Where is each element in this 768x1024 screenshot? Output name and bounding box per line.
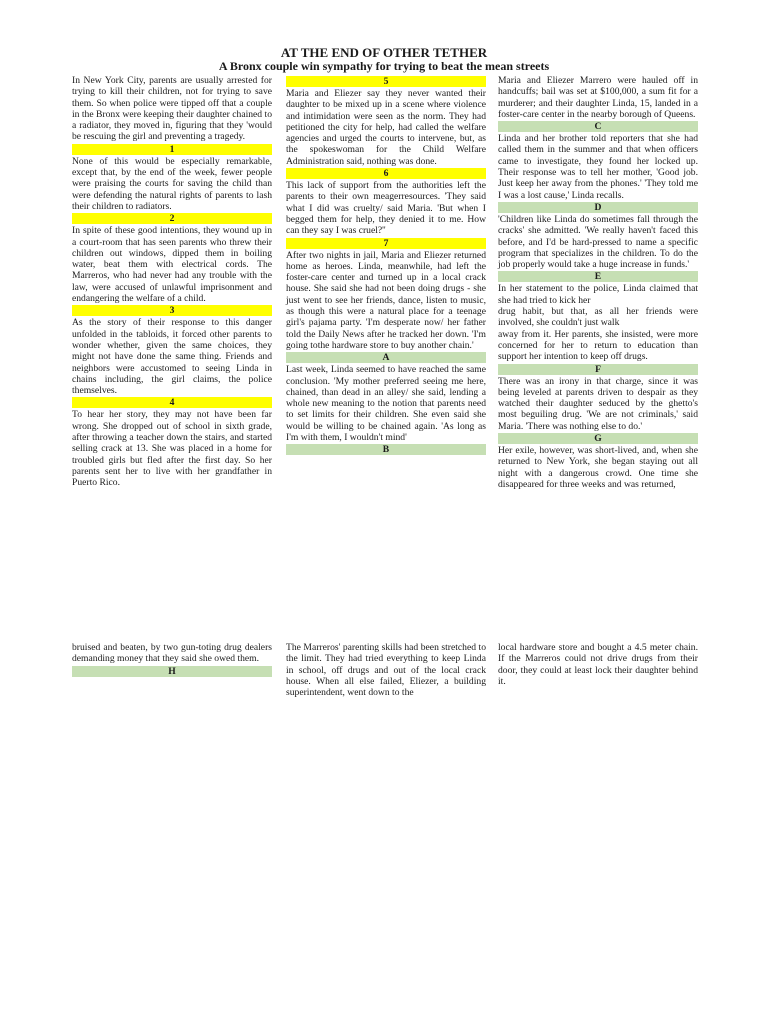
paragraph: Maria and Eliezer say they never wanted their daughter to be mixed up in a scene where violence and intimidation were seen as the norm. They had petitioned the city for help, had called the welfare agencies and urged the courts to intervene, but, as the spokeswoman for the Child Welfare Administration said, nothing was done. bbox=[286, 88, 486, 167]
gap-label-5: 5 bbox=[286, 76, 486, 87]
option-label-a: A bbox=[286, 352, 486, 363]
paragraph: Last week, Linda seemed to have reached the same conclusion. 'My mother preferred seeing me here, chained, than dead in an alley/ she said, lending a whole new meaning to the notion that parents need to set limits for their children. She even said she would be willing to be chained again. 'As long as I'm with them, I wouldn't mind' bbox=[286, 364, 486, 444]
paragraph: There was an irony in that charge, since it was being leveled at parents driven to despair as they watched their daughter seduced by the ghetto's most beguiling drug. 'We are not criminals,' said Maria. 'There was nothing else to do.' bbox=[498, 375, 698, 432]
gap-label-4: 4 bbox=[72, 397, 272, 408]
paragraph: Maria and Eliezer Marrero were hauled off in handcuffs; bail was set at $100,000, a sum fit for a murderer; and their daughter Linda, 15, landed in a foster-care center in the nearby borough of Queens. bbox=[498, 75, 698, 120]
paragraph: In her statement to the police, Linda claimed that she had tried to kick her bbox=[498, 283, 698, 306]
option-label-b: B bbox=[286, 444, 486, 455]
paragraph: bruised and beaten, by two gun-toting drug dealers demanding money that they said she owed them. bbox=[72, 642, 272, 665]
column-1-top bbox=[72, 75, 272, 489]
paragraph: This lack of support from the authorities left the parents to their own meagerresources. 'They said what I did was cruelty/ said Maria. 'But when I begged them for help, they denied it to me. How can they say I was cruel?'' bbox=[286, 180, 486, 237]
paragraph: In spite of these good intentions, they wound up in a court-room that has seen parents who threw their children out windows, dipped them in boiling water, beat them with electrical cords. The Marreros, who had never had any trouble with the law, were accused of unlawful imprisonment and endangering the welfare of a child. bbox=[72, 225, 272, 305]
paragraph: None of this would be especially remarkable, except that, by the end of the week, fewer people were praising the courts for saving the child than were defending the natural rights of parents to lash their children to radiators. bbox=[72, 155, 272, 212]
gap-label-6: 6 bbox=[286, 168, 486, 179]
column-1-bottom bbox=[72, 642, 272, 678]
paragraph: drug habit, but that, as all her friends were involved, she couldn't just walk bbox=[498, 306, 698, 329]
gap-label-2: 2 bbox=[72, 213, 272, 224]
column-2-top bbox=[286, 75, 486, 456]
paragraph: 'Children like Linda do sometimes fall through the cracks' she admitted. 'We really haven't faced this before, and I'd be hard-pressed to name a specific program that specializes in the children. To do the job properly would take a huge increase in funds.' bbox=[498, 213, 698, 271]
paragraph: As the story of their response to this danger unfolded in the tabloids, it forced other parents to wonder whether, given the same choices, they might not have done the same thing. Friends and neighbors were accustomed to seeing Linda in chains including, the girl claims, the police themselves. bbox=[72, 317, 272, 397]
gap-label-1: 1 bbox=[72, 144, 272, 155]
paragraph: After two nights in jail, Maria and Eliezer returned home as heroes. Linda, meanwhile, had left the foster-care center and turned up in a local crack house. She said she had not been doing drugs - she just went to see her friends, dance, listen to music, as though this were a natural place for a teenage girl's pajama party. 'I'm desperate now/ her father told the Daily News after he tracked her down. 'I'm going tothe hardware store to buy another chain.' bbox=[286, 249, 486, 351]
paragraph: Linda and her brother told reporters that she had called them in the summer and that when officers came to investigate, they found her locked up. Their response was to tell her mother, 'Good job. Just keep her away from the phones.' 'They told me I was a lost cause,' Linda recalls. bbox=[498, 133, 698, 201]
option-label-c: C bbox=[498, 121, 698, 132]
paragraph: To hear her story, they may not have been far wrong. She dropped out of school in sixth grade, after throwing a teacher down the stairs, and started selling crack at 13. She was placed in a home for troubled girls but fled after the first day. So her parents sent her to live with her grandfather in Puerto Rico. bbox=[72, 409, 272, 489]
gap-label-7: 7 bbox=[286, 238, 486, 249]
paragraph: The Marreros' parenting skills had been stretched to the limit. They had tried everything to keep Linda in school, off drugs and out of the local crack house. When all else failed, Eliezer, a building superintendent, went down to the bbox=[286, 642, 486, 699]
column-3-bottom bbox=[498, 642, 698, 687]
option-label-e: E bbox=[498, 271, 698, 282]
option-label-d: D bbox=[498, 202, 698, 213]
article-title: AT THE END OF OTHER TETHER bbox=[280, 45, 488, 60]
option-label-f: F bbox=[498, 364, 698, 375]
paragraph: Her exile, however, was short-lived, and, when she returned to New York, she began staying out all night with a dangerous crowd. One time she disappeared for three weeks and was returned, bbox=[498, 445, 698, 490]
option-label-g: G bbox=[498, 433, 698, 444]
paragraph: local hardware store and bought a 4.5 meter chain. If the Marreros could not drive drugs from their door, they could at least lock their daughter behind it. bbox=[498, 642, 698, 687]
column-3-top bbox=[498, 75, 698, 490]
article-subtitle: A Bronx couple win sympathy for trying to beat the mean streets bbox=[218, 59, 550, 73]
option-label-h: H bbox=[72, 666, 272, 677]
paragraph: away from it. Her parents, she insisted, were more concerned for her to return to education than support her intention to keep off drugs. bbox=[498, 328, 698, 363]
gap-label-3: 3 bbox=[72, 305, 272, 316]
column-2-bottom bbox=[286, 642, 486, 698]
paragraph: In New York City, parents are usually arrested for trying to kill their children, not for trying to save them. So when police were tipped off that a couple in the Bronx were keeping their daughter chained to a radiator, they moved in, figuring that they 'would be rescuing the girl and preventing a tragedy. bbox=[72, 75, 272, 143]
